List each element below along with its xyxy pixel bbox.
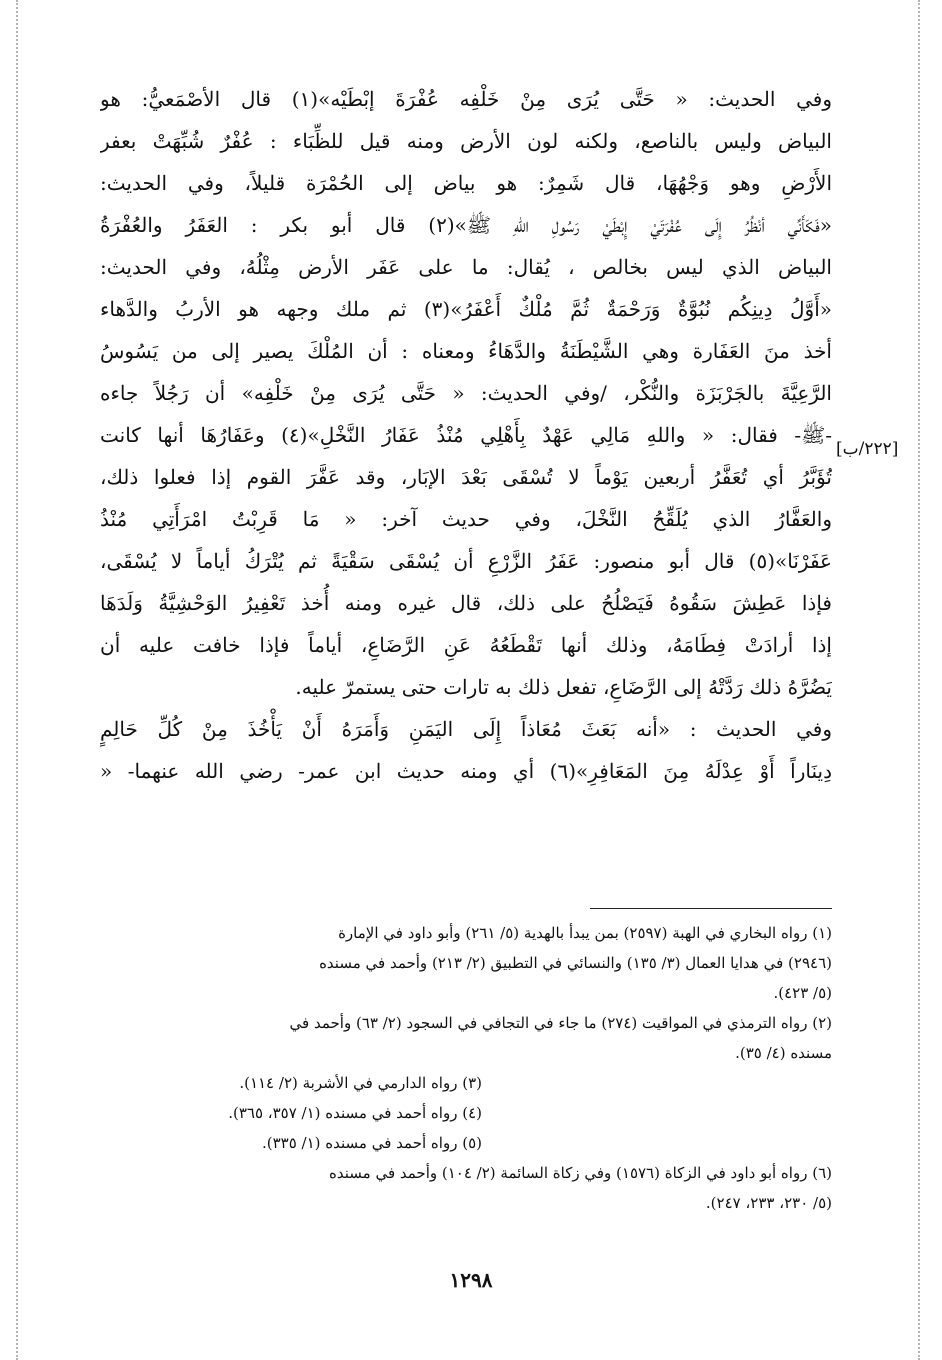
footnote-separator [590,908,832,909]
text-line: البياض وليس بالناصع، ولكنه لون الأرض ومنه قيل للظِّبَاء : عُفْرٌ شُبِّهَتْ بعفر [100,129,832,153]
footnote-line: (٥/ ٤٢٣). [773,984,832,1002]
footnote-line: (٥) رواه أحمد في مسنده (١/ ٣٣٥). [261,1134,482,1152]
text-line: الرَّعِيَّةَ بالجَرْبَزَة والنُّكْر، /وفي الحديث: « حَتَّى يُرَى مِنْ خَلْفِه» أن رَجُلاً جاءه [100,381,832,405]
main-text [100,78,832,792]
text-line: يَضُرَّهُ ذلك رَدَّتْهُ إلى الرَّضَاعِ، تفعل ذلك به تارات حتى يستمرّ عليه. [295,675,832,699]
footnote-line: (٤) رواه أحمد في مسنده (١/ ٣٥٧، ٣٦٥). [228,1104,482,1122]
text-line: إذا أرادَتْ فِطَامَهُ، وذلك أنها تَقْطَعُهُ عَنِ الرَّضَاعِ، أياماً فإذا خافت عليه أن [100,633,832,657]
footnote-line: (٢٩٤٦) في هدايا العمال (٣/ ١٣٥) والنسائي في التطبيق (٢/ ٢١٣) وأحمد في مسنده [319,954,832,972]
page-number: ١٢٩٨ [449,1268,493,1292]
footnote-line: (٢) رواه الترمذي في المواقيت (٢٧٤) ما جاء في التجافي في السجود (٢/ ٦٣) وأحمد في [289,1014,832,1032]
text-line: الأَرْضِ وهو وَجْهُهَا، قال شَمِرٌ: هو بياض إلى الحُمْرَة قليلاً، وفي الحديث: [100,171,832,195]
text-line: والعَفَّارُ الذي يُلَقِّحُ النَّخْلَ، وفي حديث آخر: « مَا قَرِبْتُ امْرَأَتِي مُنْذُ [100,507,832,531]
footnotes [100,918,832,1218]
right-dotted-margin [918,0,920,1360]
footnote-line: (١) رواه البخاري في الهبة (٢٥٩٧) بمن يبدأ بالهدية (٥/ ٢٦١) وأبو داود في الإمارة [338,924,832,942]
text-line: تُؤَبَّرُ أي تُعَفَّرُ أربعين يَوْماً لا تُسْقَى بَعْدَ الإبَار، وقد عَفَّرَ القوم إذا فعلوا ذلك، [100,465,832,489]
left-dotted-margin [16,0,18,1360]
footnote-line: (٥/ ٢٣٠، ٢٣٣، ٢٤٧). [705,1194,832,1212]
manuscript-folio-note: [٢٢٢/ب] [836,439,899,459]
text-line: «فَكَأَنِّي أنْظُرُ إِلَى عُفْرَتَيْ إِبْطَيْ رَسُولِ اللهِ ﷺ»(٢) قال أبو بكر : العَفَرُ والعُفْرَةُ [100,213,832,237]
footnote-line: مسنده (٤/ ٣٥). [735,1044,832,1062]
text-line: دِينَاراً أَوْ عِدْلَهُ مِنَ المَعَافِرِ»(٦) أي ومنه حديث ابن عمر- رضي الله عنهما- « [100,759,832,783]
text-line: أخذ منَ العَفَارة وهي الشَّيْطَنَةُ والدَّهَاءُ ومعناه : أن المُلْكَ يصير إلى من يَسُوسُ [100,339,832,363]
text-line: عَفَرْنَا»(٥) قال أبو منصور: عَفَرُ الزَّرْعِ أن يُسْقَى سَقْيَةً ثم يُتْرَكُ أياماً لا يُسْقَى، [100,549,832,573]
text-line: البياض الذي ليس بخالص ، يُقال: ما على عَفَر الأرض مِثْلُهُ، وفي الحديث: [100,255,832,279]
text-line: «أَوَّلُ دِينِكُم نُبُوَّةٌ وَرَحْمَةٌ ثُمَّ مُلْكٌ أَعْفَرُ»(٣) ثم ملك وجهه هو الأربُ والدَّهاء [100,297,832,321]
text-line: فإذا عَطِشَ سَقُوهُ فَيَصْلُحُ على ذلك، قال غيره ومنه أُخذ تَعْفِيرُ الوَحْشِيَّةُ وَلَدَهَا [100,591,832,615]
footnote-line: (٣) رواه الدارمي في الأشربة (٢/ ١١٤). [239,1074,482,1092]
text-line: وفي الحديث: « حَتَّى يُرَى مِنْ خَلْفِه عُفْرَةَ إبْطَيْه»(١) قال الأصْمَعيُّ: هو [100,87,832,111]
text-line: -ﷺ- فقال: « واللهِ مَالِي عَهْدٌ بِأَهْلِي مُنْذُ عَفَارُ النَّخْلِ»(٤) وعَفَارُهَا أنها كانت [100,423,832,447]
footnote-line: (٦) رواه أبو داود في الزكاة (١٥٧٦) وفي زكاة السائمة (٢/ ١٠٤) وأحمد في مسنده [329,1164,832,1182]
text-line: وفي الحديث : «أنه بَعَثَ مُعَاذاً إِلَى اليَمَنِ وَأَمَرَهُ أَنْ يَأْخُذَ مِنْ كُلِّ حَالِمٍ [100,717,832,741]
